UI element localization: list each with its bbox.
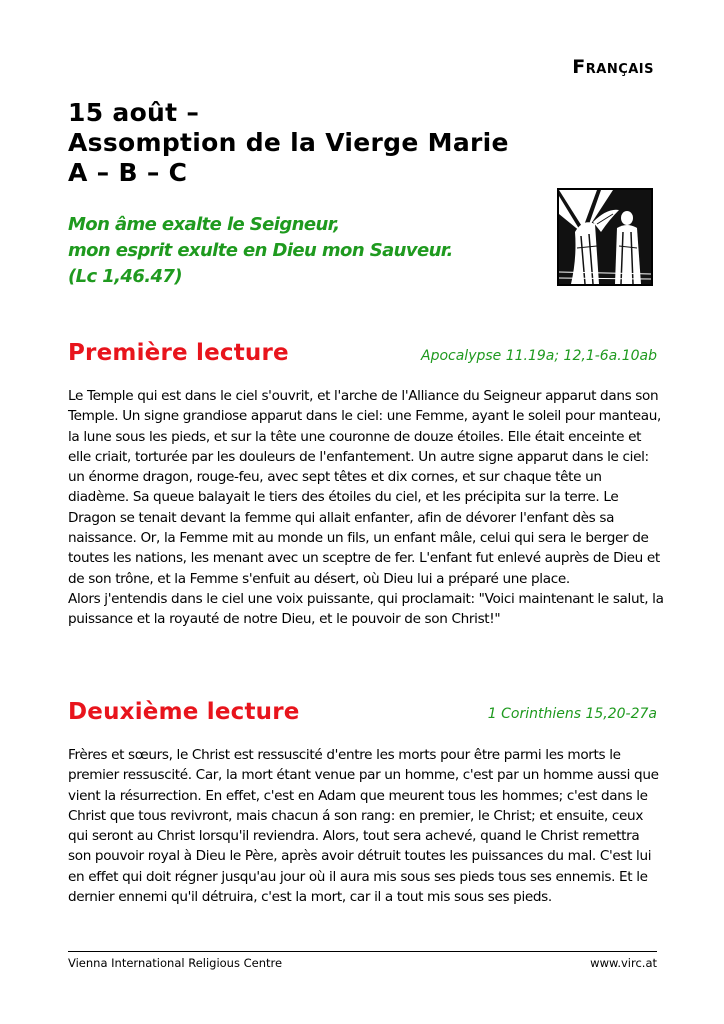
title-line-date: 15 août –	[68, 98, 200, 127]
woodcut-annunciation-icon	[557, 188, 653, 286]
footer-divider	[68, 951, 657, 952]
motto-line-2: mon esprit exulte en Dieu mon Sauveur.	[68, 240, 453, 261]
footer-website: www.virc.at	[590, 956, 657, 970]
motto-line-1: Mon âme exalte le Seigneur,	[68, 214, 340, 235]
motto-verse	[68, 212, 508, 290]
first-reading-paragraph-1: Le Temple qui est dans le ciel s'ouvrit, et l'arche de l'Alliance du Seigneur apparut dans son Temple. Un signe grandiose apparut dans le ciel: une Femme, ayant le soleil pour manteau, la lune sous les pieds, et sur la tête une couronne de douze étoiles. Elle était enceinte et elle criait, torturée par les douleurs de l'enfantement. Un autre signe apparut dans le ciel: un énorme dragon, rouge-feu, avec sept têtes et dix cornes, et sur chaque tête un diadème. Sa queue balayait le tiers des étoiles du ciel, et les précipita sur la terre. Le Dragon se tenait devant la femme qui allait enfanter, afin de dévorer l'enfant dès sa naissance. Or, la Femme mit au monde un fils, un enfant mâle, celui qui sera le berger de toutes les nations, les menant avec un sceptre de fer. L'enfant fut enlevé auprès de Dieu et de son trône, et la Femme s'enfuit au désert, où Dieu lui a préparé une place.	[68, 388, 662, 587]
title-line-years: A – B – C	[68, 158, 188, 187]
motto-line-3: (Lc 1,46.47)	[68, 266, 182, 287]
second-reading-reference: 1 Corinthiens 15,20-27a	[487, 706, 657, 722]
page-title	[68, 98, 628, 188]
title-line-feast: Assomption de la Vierge Marie	[68, 128, 509, 157]
first-reading-title: Première lecture	[68, 340, 289, 366]
first-reading-text	[68, 386, 664, 630]
first-reading-reference: Apocalypse 11.19a; 12,1-6a.10ab	[421, 348, 657, 364]
first-reading-paragraph-2: Alors j'entendis dans le ciel une voix puissante, qui proclamait: "Voici maintenant le salut, la puissance et la royauté de notre Dieu, et le pouvoir de son Christ!"	[68, 590, 664, 628]
language-label: Français	[572, 56, 654, 78]
second-reading-title: Deuxième lecture	[68, 699, 300, 725]
second-reading-text	[68, 745, 664, 907]
footer-organization: Vienna International Religious Centre	[68, 956, 283, 970]
second-reading-paragraph-1: Frères et sœurs, le Christ est ressuscité d'entre les morts pour être parmi les morts le premier ressuscité. Car, la mort étant venue par un homme, c'est par un homme aussi que vient la résurrection. En effet, c'est en Adam que meurent tous les hommes; c'est dans le Christ que tous revivront, mais chacun á son rang: en premier, le Christ; et ensuite, ceux qui seront au Christ lorsqu'il reviendra. Alors, tout sera achevé, quand le Christ remettra son pouvoir royal à Dieu le Père, après avoir détruit toutes les puissances du mal. C'est lui en effet qui doit régner jusqu'au jour où il aura mis sous ses pieds tous ses ennemis. Et le dernier ennemi qu'il détruira, c'est la mort, car il a tout mis sous ses pieds.	[68, 747, 659, 906]
